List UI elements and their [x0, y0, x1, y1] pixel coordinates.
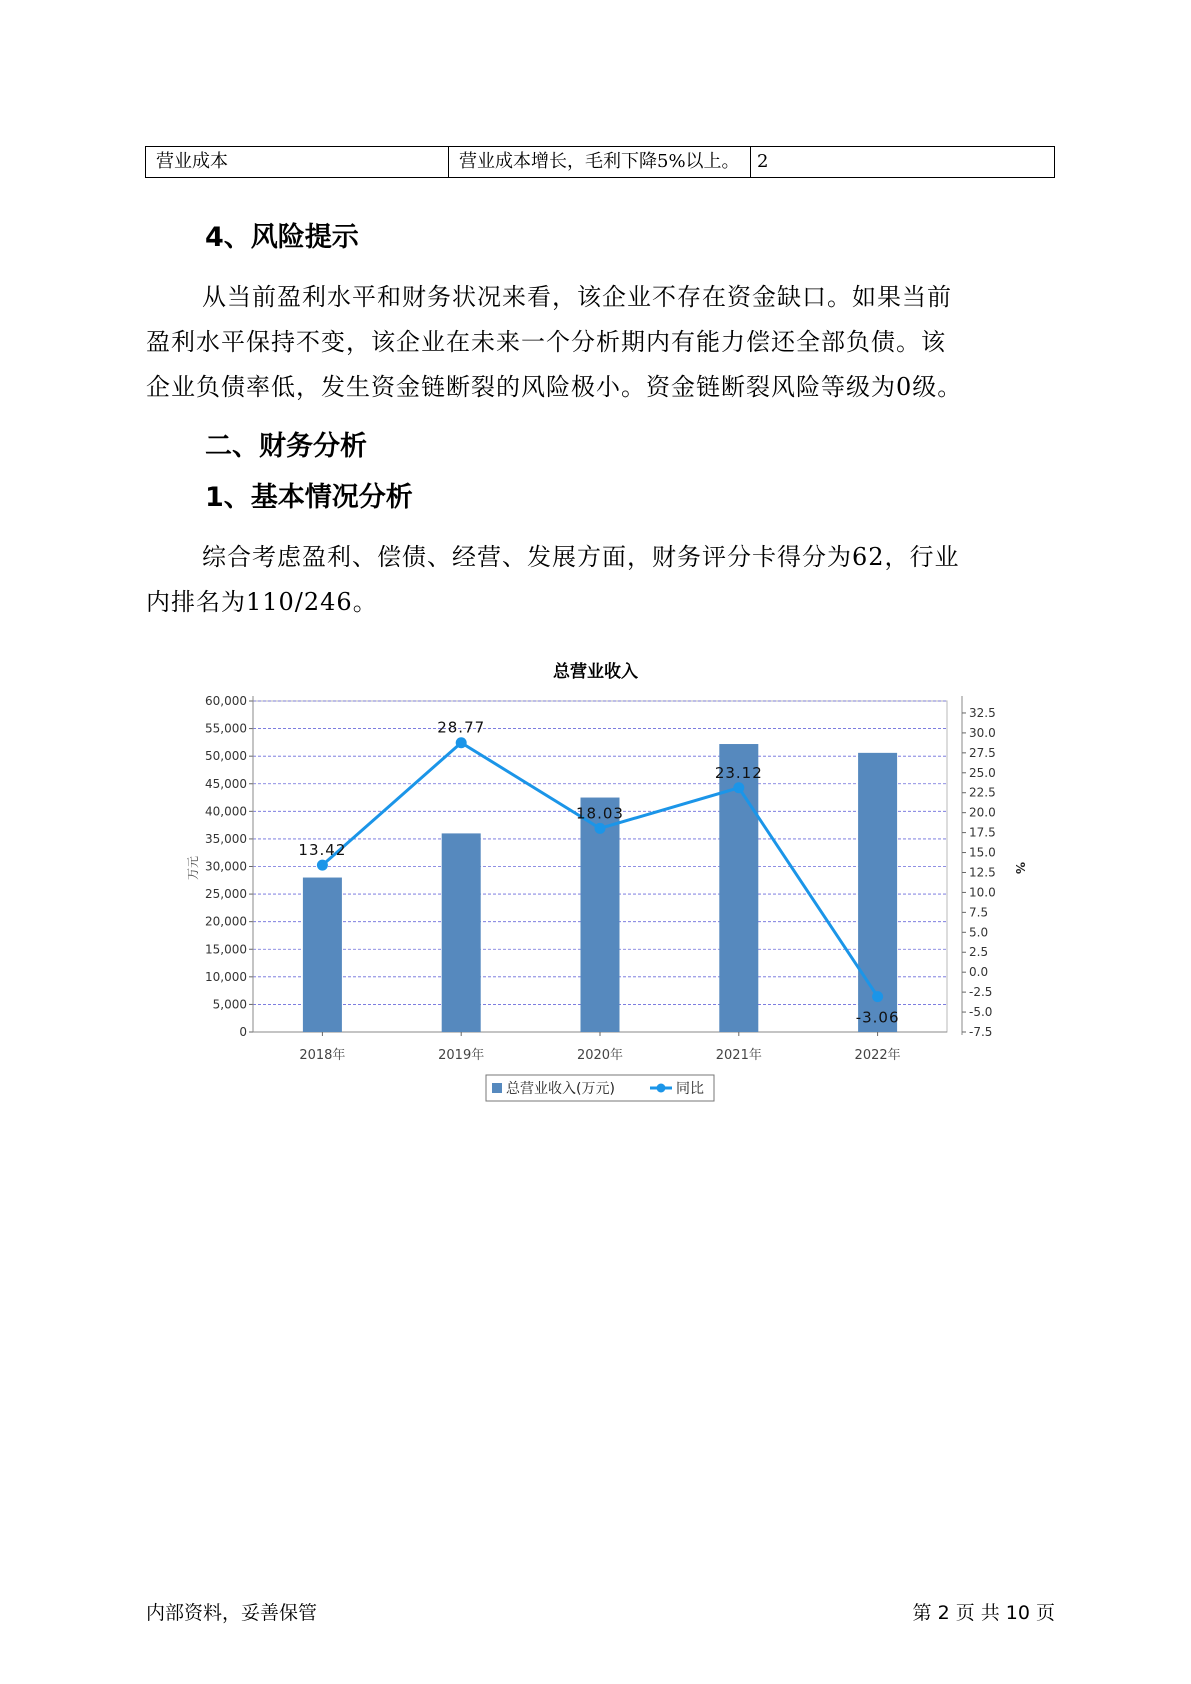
y-tick-label: 30,000	[205, 859, 247, 874]
y-tick-label: 20,000	[205, 914, 247, 929]
legend-bar-swatch	[492, 1083, 502, 1093]
yoy-point	[595, 823, 606, 834]
legend-bar-label: 总营业收入(万元)	[506, 1081, 615, 1097]
x-tick-label: 2021年	[715, 1048, 762, 1063]
y-tick-label: 5,000	[212, 997, 247, 1012]
y-tick-label: 60,000	[205, 694, 247, 708]
yoy-data-label: -3.06	[855, 1008, 900, 1027]
y-tick-label: 25,000	[205, 887, 247, 902]
table-cell-score: 2	[757, 151, 769, 172]
table-cell-item: 营业成本	[146, 147, 449, 177]
y2-axis-title: %	[1013, 861, 1027, 875]
yoy-data-label: 23.12	[714, 763, 763, 782]
y2-tick-label: 30.0	[969, 725, 996, 740]
y2-tick-label: -2.5	[969, 985, 993, 1000]
footer-page-number: 第 2 页 共 10 页	[912, 1602, 1055, 1624]
table-cell-condition: 营业成本增长，毛利下降5%以上。	[449, 147, 751, 177]
y-axis-title: 万元	[186, 855, 200, 881]
y2-tick-label: 12.5	[969, 865, 996, 880]
yoy-data-label: 13.42	[298, 841, 347, 860]
y2-tick-label: 7.5	[969, 905, 989, 920]
y2-tick-label: 32.5	[969, 705, 996, 720]
basic-heading: 1、基本情况分析	[205, 482, 413, 513]
y2-tick-label: 20.0	[969, 805, 996, 820]
y-tick-label: 0	[239, 1025, 247, 1039]
section-heading: 二、财务分析	[205, 431, 367, 462]
yoy-point	[733, 782, 744, 793]
y2-tick-label: 10.0	[969, 885, 996, 900]
yoy-data-label: 18.03	[576, 804, 624, 823]
yoy-point	[317, 860, 328, 871]
y2-tick-label: 27.5	[969, 745, 996, 760]
y-tick-label: 40,000	[205, 804, 247, 819]
y2-tick-label: 22.5	[969, 785, 996, 800]
y-tick-label: 55,000	[205, 721, 247, 736]
legend-line-marker	[657, 1084, 666, 1093]
yoy-data-label: 28.77	[437, 718, 486, 737]
y-tick-label: 50,000	[205, 749, 247, 764]
chart-title: 总营业收入	[553, 662, 638, 682]
y-tick-label: 45,000	[205, 776, 247, 791]
y-tick-label: 10,000	[205, 969, 247, 984]
yoy-point	[456, 737, 467, 748]
risk-heading: 4、风险提示	[205, 222, 359, 253]
x-tick-label: 2018年	[299, 1048, 346, 1063]
y2-tick-label: 2.5	[969, 945, 989, 960]
basic-paragraph-line: 综合考虑盈利、偿债、经营、发展方面，财务评分卡得分为62，行业	[202, 543, 960, 571]
y2-tick-label: 15.0	[969, 845, 996, 860]
x-tick-label: 2020年	[576, 1048, 624, 1063]
y2-tick-label: 0.0	[969, 965, 989, 980]
y2-tick-label: -7.5	[969, 1025, 993, 1039]
y2-tick-label: 25.0	[969, 765, 996, 780]
risk-paragraph-line: 从当前盈利水平和财务状况来看，该企业不存在资金缺口。如果当前	[202, 283, 952, 311]
yoy-point	[872, 991, 883, 1002]
legend-line-label: 同比	[676, 1081, 704, 1097]
basic-paragraph-line: 内排名为110/246。	[146, 588, 378, 616]
y-tick-label: 35,000	[205, 831, 247, 846]
footer-confidential: 内部资料，妥善保管	[146, 1602, 318, 1624]
x-tick-label: 2019年	[438, 1048, 485, 1063]
y2-tick-label: 17.5	[969, 825, 996, 840]
revenue-bar	[442, 833, 481, 1032]
y2-tick-label: -5.0	[969, 1005, 993, 1020]
y-tick-label: 15,000	[205, 942, 247, 957]
y2-tick-label: 5.0	[969, 925, 989, 940]
risk-paragraph-line: 企业负债率低，发生资金链断裂的风险极小。资金链断裂风险等级为0级。	[146, 373, 963, 401]
revenue-bar	[858, 753, 897, 1032]
risk-paragraph-line: 盈利水平保持不变，该企业在未来一个分析期内有能力偿还全部负债。该	[146, 328, 946, 356]
revenue-bar	[303, 878, 342, 1032]
x-tick-label: 2022年	[854, 1048, 901, 1063]
